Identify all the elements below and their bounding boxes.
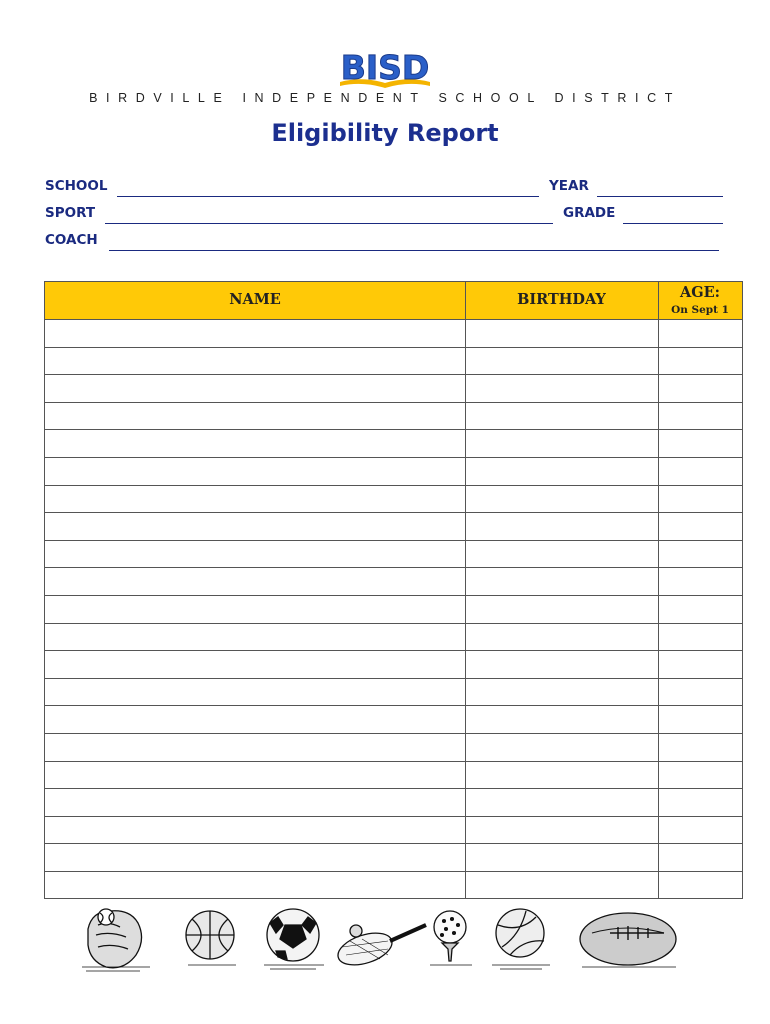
year-label: YEAR — [549, 178, 589, 194]
table-row-divider — [45, 595, 742, 596]
column-header-age — [658, 282, 742, 319]
school-field[interactable] — [117, 196, 539, 197]
form-fields — [45, 178, 725, 259]
table-row-divider — [45, 843, 742, 844]
table-header — [45, 282, 742, 320]
baseball-glove-icon — [82, 909, 150, 971]
table-row-divider — [45, 567, 742, 568]
table-row-divider — [45, 623, 742, 624]
eligibility-table — [44, 281, 743, 899]
bisd-logo — [334, 48, 436, 90]
age-sublabel: On Sept 1 — [671, 304, 729, 316]
table-row-divider — [45, 650, 742, 651]
table-row-divider — [45, 457, 742, 458]
table-row-divider — [45, 733, 742, 734]
field-row-coach — [45, 232, 725, 259]
field-row-school — [45, 178, 725, 205]
table-row-divider — [45, 816, 742, 817]
grade-label: GRADE — [563, 205, 616, 221]
coach-field[interactable] — [109, 250, 719, 251]
age-label: AGE: — [679, 284, 721, 301]
table-row-divider — [45, 402, 742, 403]
table-row-divider — [45, 429, 742, 430]
table-row-divider — [45, 374, 742, 375]
table-row-divider — [45, 705, 742, 706]
table-row-divider — [45, 788, 742, 789]
column-header-name: NAME — [229, 291, 281, 308]
table-row-divider — [45, 540, 742, 541]
table-row-divider — [45, 347, 742, 348]
table-row-divider — [45, 512, 742, 513]
column-header-birthday: BIRTHDAY — [517, 291, 606, 308]
football-icon — [580, 913, 676, 967]
table-row-divider — [45, 871, 742, 872]
golf-ball-icon — [430, 911, 472, 965]
grade-field[interactable] — [623, 223, 723, 224]
tennis-racket-icon — [334, 925, 426, 971]
basketball-icon — [186, 911, 236, 965]
year-field[interactable] — [597, 196, 723, 197]
district-name: BIRDVILLE INDEPENDENT SCHOOL DISTRICT — [89, 91, 681, 105]
table-row-divider — [45, 761, 742, 762]
logo-text: BISD — [340, 48, 430, 87]
school-label: SCHOOL — [45, 178, 108, 194]
sports-equipment-illustration — [80, 903, 690, 975]
table-row-divider — [45, 485, 742, 486]
sport-field[interactable] — [105, 223, 553, 224]
sport-label: SPORT — [45, 205, 96, 221]
table-row-divider — [45, 678, 742, 679]
page-title: Eligibility Report — [271, 119, 499, 147]
volleyball-icon — [492, 909, 550, 969]
coach-label: COACH — [45, 232, 98, 248]
field-row-sport — [45, 205, 725, 232]
soccer-ball-icon — [264, 909, 324, 969]
